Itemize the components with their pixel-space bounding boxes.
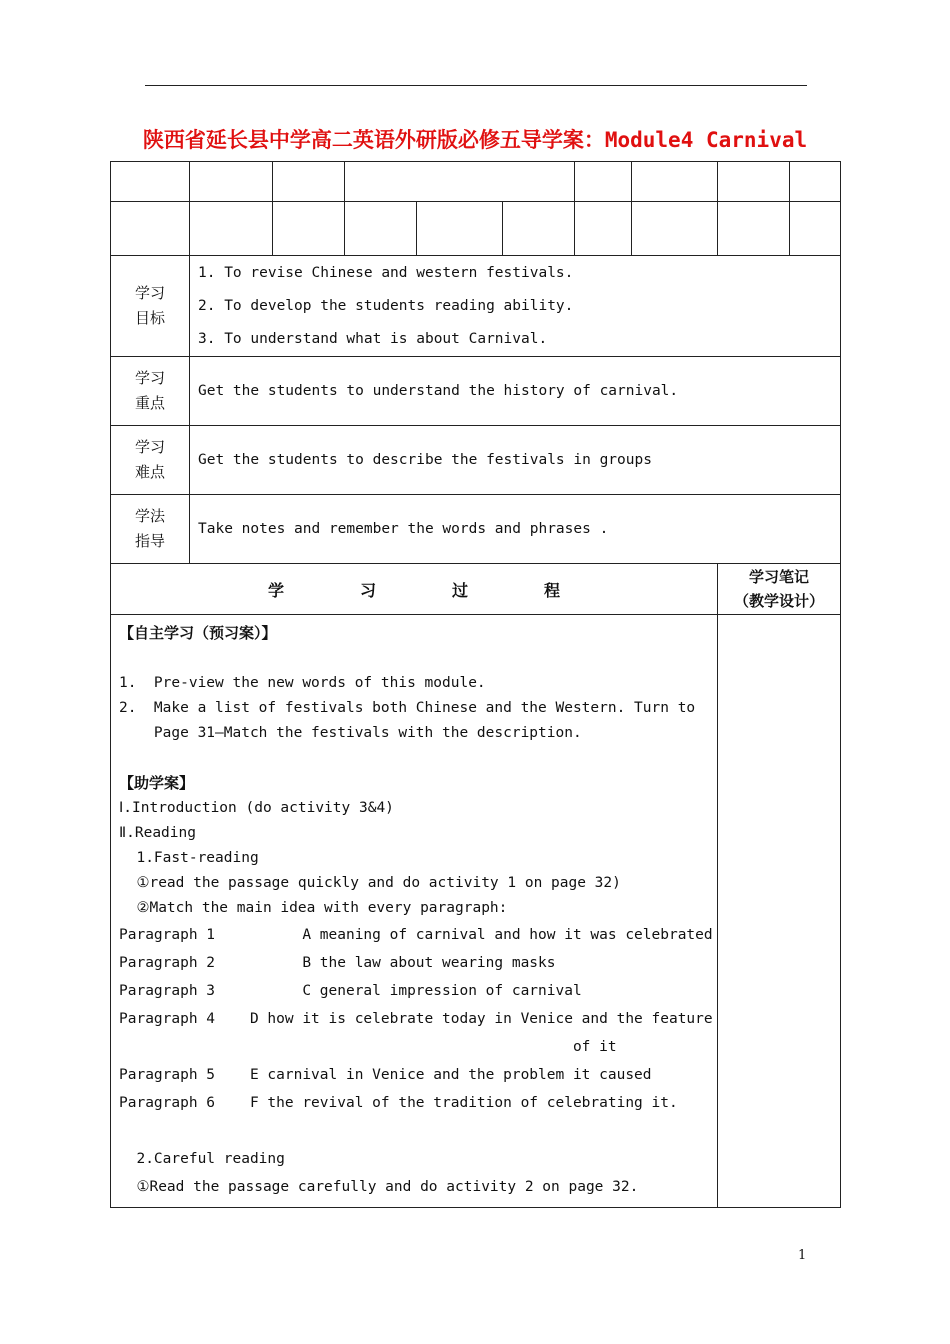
paragraph-match-line: Paragraph 4 D how it is celebrate today in Venice and the feature xyxy=(119,1011,713,1027)
method-text: Take notes and remember the words and phrases . xyxy=(190,495,841,564)
fast-reading-line: 1.Fast-reading xyxy=(119,850,259,866)
process-header: 学 习 过 程 xyxy=(111,564,718,615)
paragraph-match-line: Paragraph 2 B the law about wearing masks xyxy=(119,955,556,971)
guide-heading: 【助学案】 xyxy=(119,774,195,792)
process-header-row xyxy=(111,564,841,615)
paragraph-match-line: Paragraph 5 E carnival in Venice and the problem it caused xyxy=(119,1067,652,1083)
objectives-list xyxy=(190,256,841,357)
objective-item: 3. To understand what is about Carnival. xyxy=(198,330,548,347)
self-study-item: 2. Make a list of festivals both Chinese and the Western. Turn to xyxy=(119,700,696,716)
self-study-heading: 【自主学习（预习案）】 xyxy=(119,624,277,642)
objectives-row xyxy=(111,256,841,357)
difficulty-row xyxy=(111,426,841,495)
paragraph-match-line: Paragraph 3 C general impression of carnival xyxy=(119,983,582,999)
objective-item: 2. To develop the students reading ability. xyxy=(198,297,574,314)
difficulty-label: 学习 难点 xyxy=(111,426,190,495)
notes-header: 学习笔记 （教学设计） xyxy=(718,564,841,615)
focus-text: Get the students to understand the history of carnival. xyxy=(190,357,841,426)
self-study-item: 1. Pre-view the new words of this module. xyxy=(119,675,486,691)
paragraph-match-line: Paragraph 1 A meaning of carnival and how it was celebrated xyxy=(119,927,713,943)
paragraph-match-line: of it xyxy=(119,1039,617,1055)
focus-row xyxy=(111,357,841,426)
notes-column xyxy=(718,615,841,1208)
careful-reading-step: ①Read the passage carefully and do activity 2 on page 32. xyxy=(119,1179,639,1195)
focus-label: 学习 重点 xyxy=(111,357,190,426)
title-english: Module4 Carnival xyxy=(604,128,808,152)
fast-reading-step: ②Match the main idea with every paragraph: xyxy=(119,900,508,916)
lesson-plan-table xyxy=(110,161,841,1208)
intro-line: Ⅰ.Introduction (do activity 3&4) xyxy=(119,800,394,816)
difficulty-text: Get the students to describe the festivals in groups xyxy=(190,426,841,495)
process-content xyxy=(111,615,718,1208)
method-label: 学法 指导 xyxy=(111,495,190,564)
method-row xyxy=(111,495,841,564)
page-number: 1 xyxy=(798,1248,807,1263)
page-title xyxy=(110,124,840,154)
header-rule xyxy=(145,85,807,86)
fast-reading-step: ①read the passage quickly and do activity 1 on page 32) xyxy=(119,875,621,891)
paragraph-match-line: Paragraph 6 F the revival of the tradition of celebrating it. xyxy=(119,1095,678,1111)
self-study-item: Page 31—Match the festivals with the description. xyxy=(119,725,582,741)
title-chinese: 陕西省延长县中学高二英语外研版必修五导学案： xyxy=(142,128,605,152)
careful-reading-line: 2.Careful reading xyxy=(119,1151,285,1167)
reading-line: Ⅱ.Reading xyxy=(119,825,196,841)
info-row-1 xyxy=(111,162,841,202)
objective-item: 1. To revise Chinese and western festivals. xyxy=(198,264,574,281)
info-row-2 xyxy=(111,202,841,256)
objectives-label: 学习 目标 xyxy=(111,256,190,357)
process-body-row xyxy=(111,615,841,1208)
